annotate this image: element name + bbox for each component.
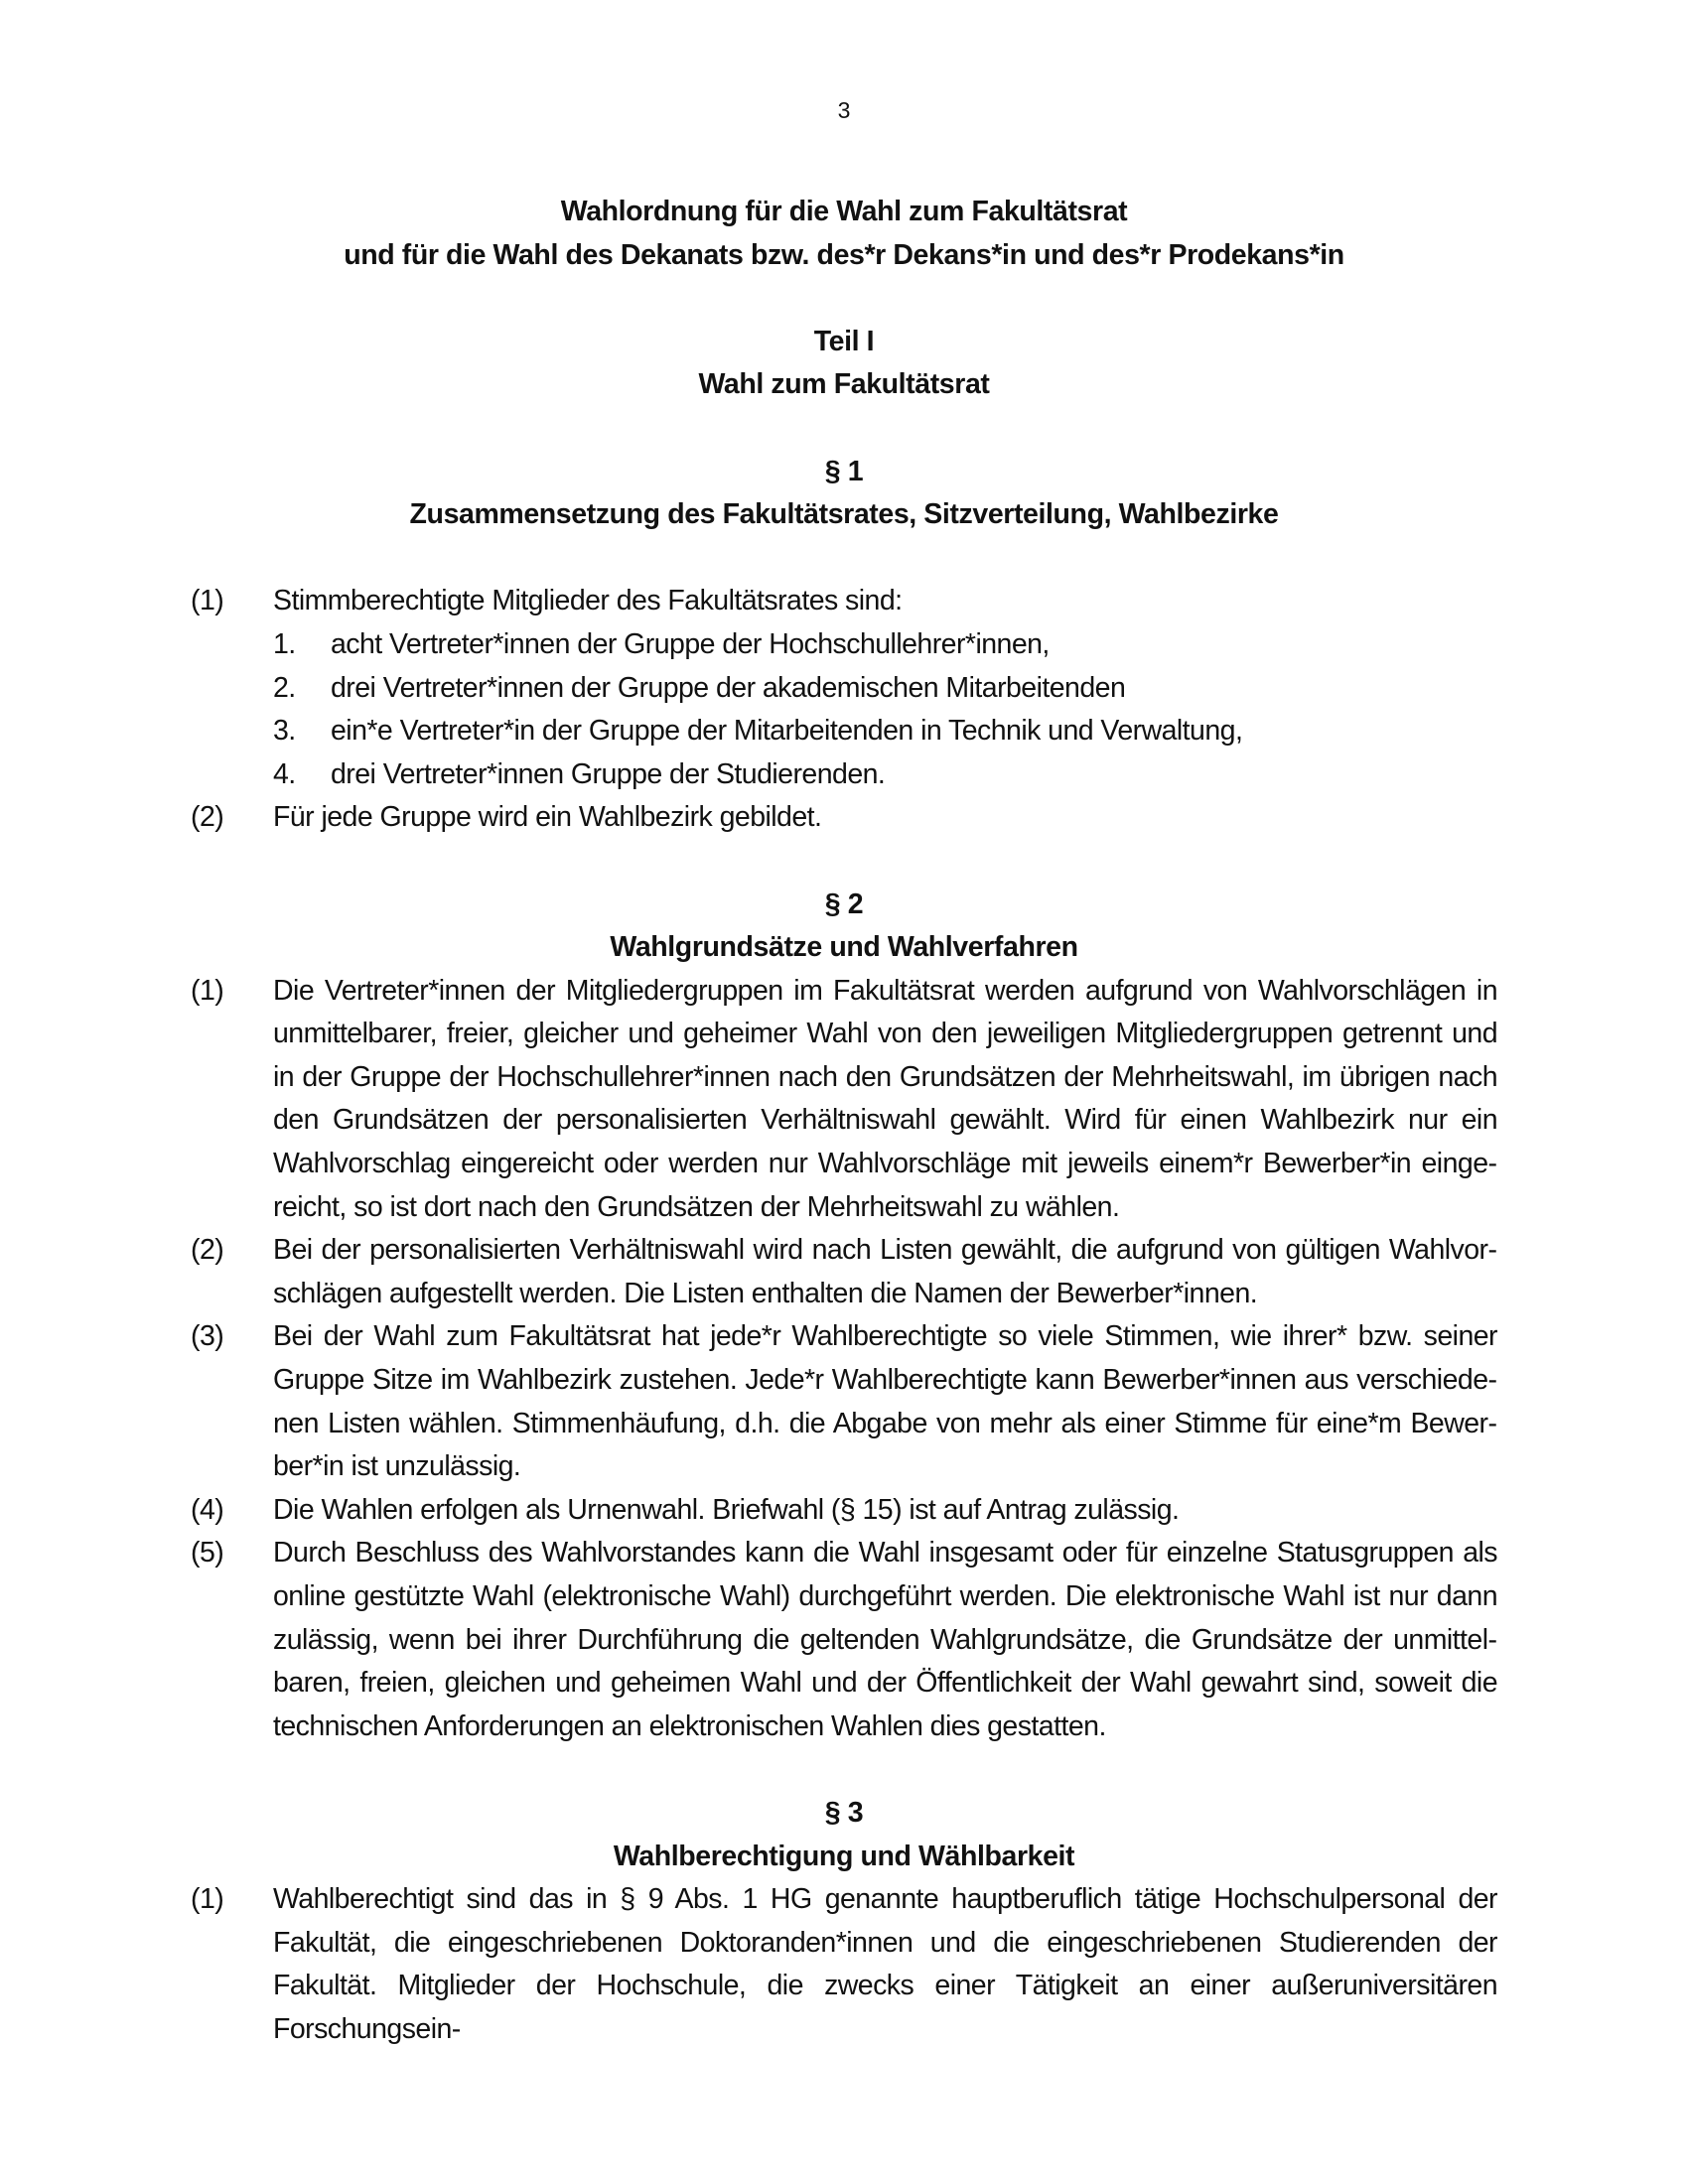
list-item-text: drei Vertreter*innen Gruppe der Studierenden. bbox=[331, 757, 886, 790]
list-item-number: 2. bbox=[273, 671, 296, 704]
paragraph-text: Bei der Wahl zum Fakultätsrat hat jede*r Wahlberechtigte so viele Stimmen, wie ihrer* bzw. seiner Gruppe Sitze im Wahlbezirk zustehen. Jede*r Wahlberechtigte kann Bewerber*innen aus verschiedenen Listen wählen. Stimmenhäufung, d.h. die Abgabe von mehr als einer Stimme für eine*m Bewerber*in ist unzulässig. bbox=[273, 1320, 1497, 1483]
section-2-paragraph-3 bbox=[191, 1315, 1497, 1488]
list-item-number: 3. bbox=[273, 715, 296, 748]
section-3-paragraph-1 bbox=[191, 1878, 1497, 2051]
list-item bbox=[273, 710, 1497, 753]
section-2-paragraph-5 bbox=[191, 1532, 1497, 1748]
section-1-title: Zusammensetzung des Fakultätsrates, Sitzverteilung, Wahlbezirke bbox=[409, 498, 1279, 531]
section-2-paragraph-1 bbox=[191, 970, 1497, 1230]
list-item-text: ein*e Vertreter*in der Gruppe der Mitarbeitenden in Technik und Verwaltung, bbox=[331, 715, 1243, 748]
section-2-title: Wahlgrundsätze und Wahlverfahren bbox=[610, 931, 1078, 964]
list-item-text: acht Vertreter*innen der Gruppe der Hochschullehrer*innen, bbox=[331, 627, 1050, 660]
list-item bbox=[273, 667, 1497, 711]
section-3-number: § 3 bbox=[824, 1796, 864, 1829]
paragraph-text: Durch Beschluss des Wahlvorstandes kann die Wahl insgesamt oder für einzelne Statusgruppen als online gestützte Wahl (elektronische Wahl) durchgeführt werden. Die elektronische Wahl ist nur dann zulässig, wenn bei ihrer Durchführung die geltenden Wahlgrundsätze, die Grundsätze der unmittelbaren, freien, gleichen und geheimen Wahl und der Öffentlichkeit der Wahl gewahrt sind, soweit die technischen Anforderungen an elektronischen Wahlen dies gestatten. bbox=[273, 1537, 1497, 1742]
part-label: Teil I bbox=[813, 325, 875, 357]
paragraph-number: (3) bbox=[191, 1320, 224, 1353]
section-2-paragraph-2 bbox=[191, 1229, 1497, 1315]
paragraph-text: Die Wahlen erfolgen als Urnenwahl. Briefwahl (§ 15) ist auf Antrag zulässig. bbox=[273, 1493, 1180, 1526]
list-item-number: 4. bbox=[273, 757, 296, 790]
page-number: 3 bbox=[837, 97, 851, 123]
paragraph-text: Die Vertreter*innen der Mitgliedergruppen im Fakultätsrat werden aufgrund von Wahlvorschlägen in unmittelbarer, freier, gleicher und geheimer Wahl von den jeweiligen Mitgliedergruppen getrennt und in der Gruppe der Hochschullehrer*innen nach den Grundsätzen der Mehrheitswahl, im übrigen nach den Grundsätzen der personalisierten Verhältniswahl gewählt. Wird für einen Wahlbezirk nur ein Wahlvorschlag eingereicht oder werden nur Wahlvorschläge mit jeweils einem*r Bewerber*in eingereicht, so ist dort nach den Grundsätzen der Mehrheitswahl zu wählen. bbox=[273, 974, 1497, 1223]
list-item bbox=[273, 623, 1497, 667]
paragraph-number: (2) bbox=[191, 801, 224, 834]
list-item-number: 1. bbox=[273, 627, 296, 660]
list-item-text: drei Vertreter*innen der Gruppe der akademischen Mitarbeitenden bbox=[331, 671, 1126, 704]
paragraph-number: (1) bbox=[191, 974, 224, 1007]
document-title-line-2: und für die Wahl des Dekanats bzw. des*r Dekans*in und des*r Prodekans*in bbox=[344, 238, 1344, 271]
section-3-heading bbox=[191, 1792, 1497, 1878]
section-3-title: Wahlberechtigung und Wählbarkeit bbox=[613, 1840, 1075, 1872]
part-title: Wahl zum Fakultätsrat bbox=[698, 368, 990, 401]
section-1-number: § 1 bbox=[824, 455, 864, 487]
paragraph-number: (5) bbox=[191, 1537, 224, 1570]
list-item bbox=[273, 753, 1497, 797]
paragraph-text: Bei der personalisierten Verhältniswahl wird nach Listen gewählt, die aufgrund von gültigen Wahlvorschlägen aufgestellt werden. Die Listen enthalten die Namen der Bewerber*innen. bbox=[273, 1234, 1497, 1309]
paragraph-text: Wahlberechtigt sind das in § 9 Abs. 1 HG genannte hauptberuflich tätige Hochschulpersonal der Fakultät, die eingeschriebenen Doktoranden*innen und die eingeschriebenen Studierenden der Fakultät. Mitglieder der Hochschule, die zwecks einer Tätigkeit an einer außeruniversitären Forschungsein- bbox=[273, 1883, 1497, 2045]
paragraph-text: Für jede Gruppe wird ein Wahlbezirk gebildet. bbox=[273, 801, 822, 834]
document-title bbox=[191, 191, 1497, 277]
paragraph-text: Stimmberechtigte Mitglieder des Fakultätsrates sind: bbox=[273, 585, 903, 617]
section-2-number: § 2 bbox=[824, 887, 864, 920]
paragraph-number: (1) bbox=[191, 585, 224, 617]
document-body bbox=[191, 191, 1497, 2052]
section-1-heading bbox=[191, 451, 1497, 537]
document-title-line-1: Wahlordnung für die Wahl zum Fakultätsrat bbox=[560, 196, 1128, 227]
section-1-paragraph-2 bbox=[191, 796, 1497, 840]
paragraph-number: (1) bbox=[191, 1883, 224, 1916]
paragraph-number: (4) bbox=[191, 1493, 224, 1526]
paragraph-number: (2) bbox=[191, 1234, 224, 1267]
section-1-paragraph-1 bbox=[191, 580, 1497, 623]
part-heading bbox=[191, 321, 1497, 407]
section-2-heading bbox=[191, 884, 1497, 970]
section-2-paragraph-4 bbox=[191, 1489, 1497, 1533]
